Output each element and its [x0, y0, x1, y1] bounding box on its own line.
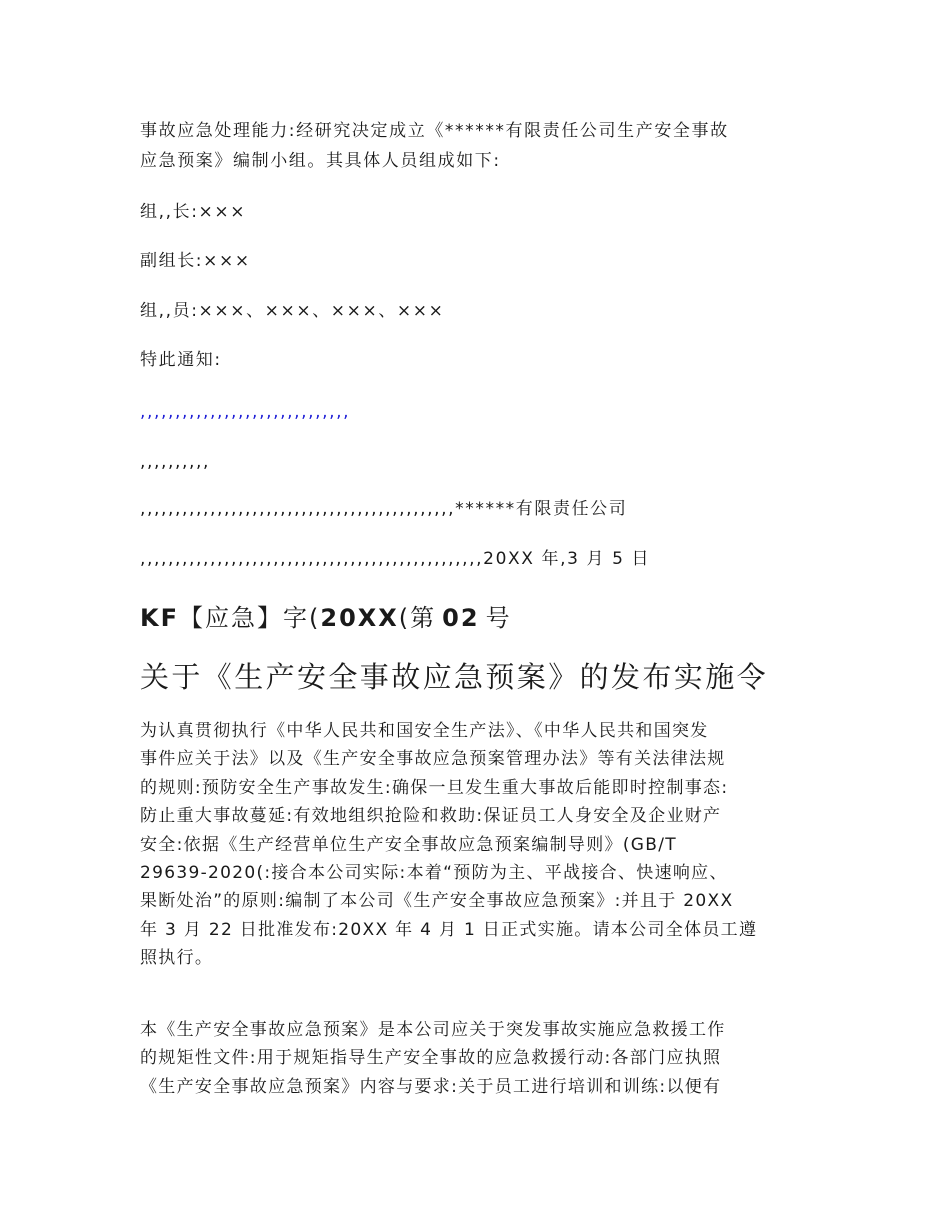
deputy-leader-line: 副组长:××× [140, 251, 251, 271]
paragraph-line: 的规矩性文件:用于规矩指导生产安全事故的应急救援行动:各部门应执照 [140, 1048, 722, 1069]
document-title: 关于《生产安全事故应急预案》的发布实施令 [140, 660, 769, 694]
notice-line: 特此通知: [140, 350, 222, 370]
doc-code-label: (第 [398, 604, 437, 632]
paragraph-line: 《生产安全事故应急预案》内容与要求:关于员工进行培训和训练:以便有 [140, 1076, 722, 1097]
body-paragraph-1 [140, 717, 820, 973]
paragraph-line: 29639-2020(:接合本公司实际:本着“预防为主、平战接合、快速响应、 [140, 863, 728, 884]
body-text-line: 事故应急处理能力:经研究决定成立《******有限责任公司生产安全事故 [140, 121, 729, 141]
paragraph-line: 年 3 月 22 日批准发布:20XX 年 4 月 1 日正式实施。请本公司全体员工遵 [140, 919, 758, 940]
doc-code-suffix: 号 [485, 604, 512, 632]
team-members-line: 组,,员:×××、×××、×××、××× [140, 301, 445, 321]
paragraph-line: 事件应关于法》以及《生产安全事故应急预案管理办法》等有关法律法规 [140, 749, 726, 770]
body-text-line: 应急预案》编制小组。其具体人员组成如下: [140, 151, 501, 171]
company-signature-line: ,,,,,,,,,,,,,,,,,,,,,,,,,,,,,,,,,,,,,,,,,,,,,******有限责任公司 [140, 499, 628, 519]
placeholder-dots: ,,,,,,,,,, [140, 452, 211, 472]
body-paragraph-2 [140, 1016, 820, 1101]
paragraph-line: 照执行。 [140, 948, 214, 969]
placeholder-dots-blue: ,,,,,,,,,,,,,,,,,,,,,,,,,,,,,, [140, 402, 351, 422]
date-line: ,,,,,,,,,,,,,,,,,,,,,,,,,,,,,,,,,,,,,,,,,,,,,,,,,20XX 年,3 月 5 日 [140, 549, 651, 569]
paragraph-line: 的规则:预防安全生产事故发生:确保一旦发生重大事故后能即时控制事态: [140, 777, 729, 798]
document-code-heading [140, 598, 512, 633]
doc-code-prefix: KF [140, 604, 179, 632]
doc-code-year: 20XX [320, 604, 399, 632]
doc-code-category: 【应急】字( [179, 604, 321, 632]
paragraph-line: 为认真贯彻执行《中华人民共和国安全生产法》、《中华人民共和国突发 [140, 721, 709, 741]
paragraph-line: 安全:依据《生产经营单位生产安全事故应急预案编制导则》(GB/T [140, 834, 677, 855]
paragraph-line: 果断处治”的原则:编制了本公司《生产安全事故应急预案》:并且于 20XX [140, 891, 734, 912]
team-leader-line: 组,,长:××× [140, 202, 247, 222]
paragraph-line: 防止重大事故蔓延:有效地组织抢险和救助:保证员工人身安全及企业财产 [140, 806, 722, 827]
doc-code-number: 02 [442, 604, 480, 632]
paragraph-line: 本《生产安全事故应急预案》是本公司应关于突发事故实施应急救援工作 [140, 1020, 726, 1040]
